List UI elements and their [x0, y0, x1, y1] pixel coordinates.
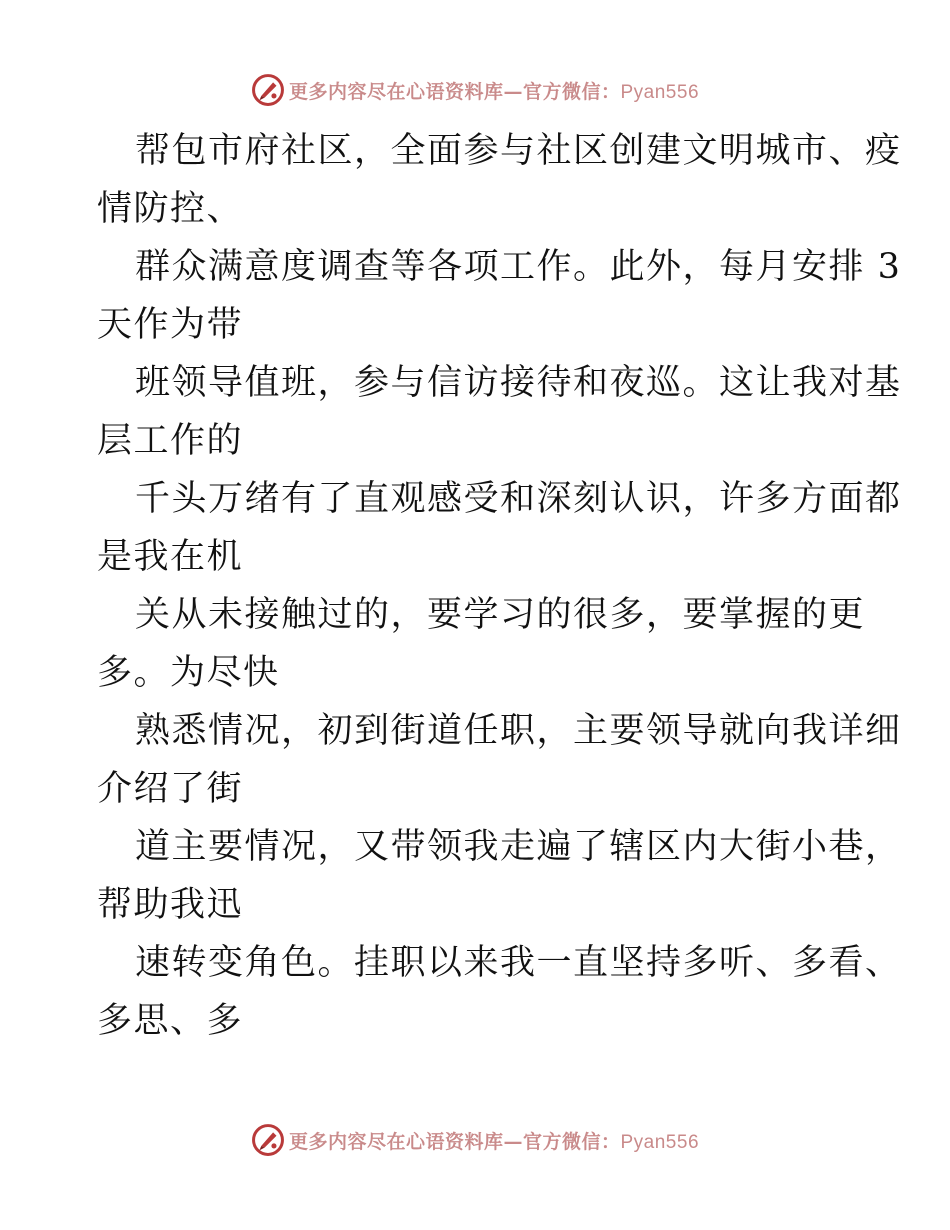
header-banner-wechat-id: Pyan556 — [620, 81, 700, 103]
brand-logo-icon — [251, 73, 285, 107]
header-banner-text: 更多内容尽在心语资料库—官方微信：Pyan556 — [288, 80, 700, 103]
text-line: 多。为尽快 — [97, 653, 280, 693]
header-banner — [0, 70, 950, 110]
text-line: 速转变角色。挂职以来我一直坚持多听、多看、 — [135, 943, 902, 983]
footer-banner-text: 更多内容尽在心语资料库—官方微信：Pyan556 — [288, 1130, 700, 1153]
text-line: 帮助我迅 — [97, 885, 244, 925]
text-line: 千头万绪有了直观感受和深刻认识，许多方面都 — [135, 479, 902, 519]
text-line: 帮包市府社区，全面参与社区创建文明城市、疫 — [135, 131, 902, 171]
text-line: 群众满意度调查等各项工作。此外，每月安排 3 — [135, 247, 902, 287]
text-line: 天作为带 — [97, 305, 244, 345]
text-line: 熟悉情况，初到街道任职，主要领导就向我详细 — [135, 711, 902, 751]
text-line: 层工作的 — [97, 421, 244, 461]
brand-logo-icon — [251, 1123, 285, 1157]
text-line: 情防控、 — [97, 189, 244, 229]
text-line: 班领导值班，参与信访接待和夜巡。这让我对基 — [135, 363, 902, 403]
text-line: 多思、多 — [97, 1001, 244, 1041]
text-line: 是我在机 — [97, 537, 244, 577]
footer-banner-wechat-id: Pyan556 — [620, 1131, 700, 1153]
footer-banner — [0, 1120, 950, 1160]
text-line: 介绍了街 — [97, 769, 244, 809]
text-line: 关从未接触过的，要学习的很多，要掌握的更 — [135, 595, 866, 635]
document-body — [97, 122, 902, 1050]
text-line: 道主要情况，又带领我走遍了辖区内大街小巷， — [135, 827, 902, 867]
